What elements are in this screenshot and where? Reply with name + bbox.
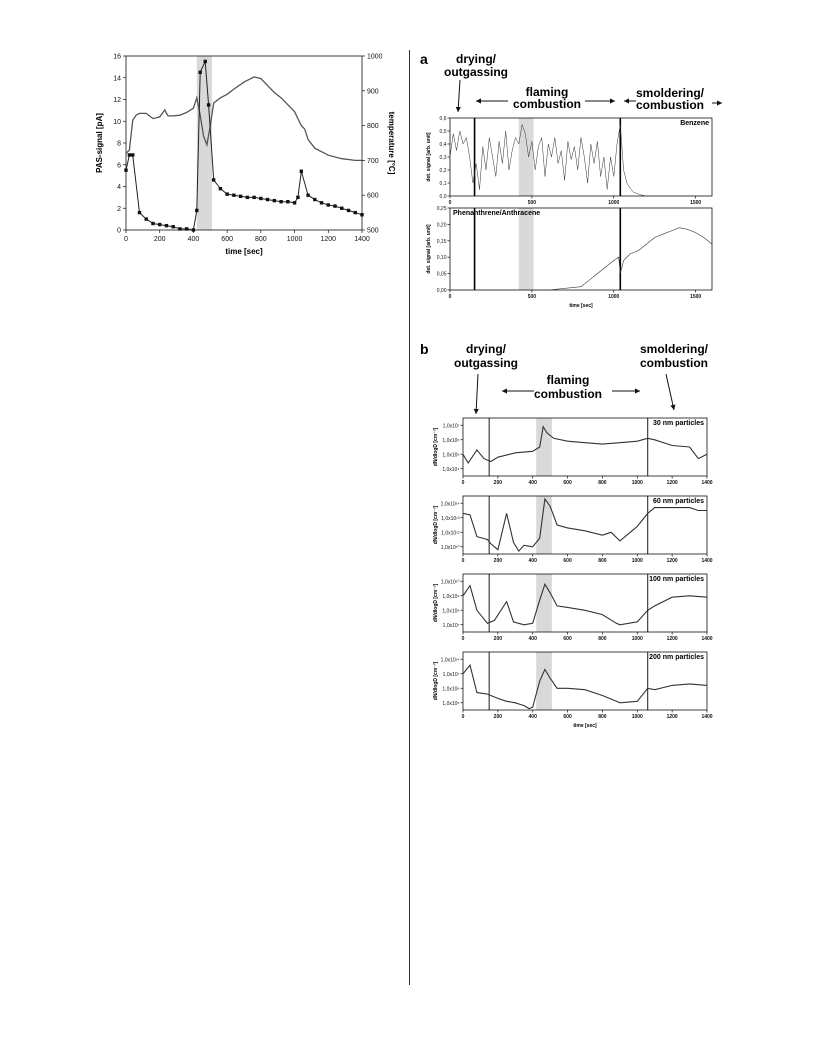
phase-flaming-label-1: flaming xyxy=(525,85,569,99)
p200-xtick-label: 1200 xyxy=(666,714,678,720)
p100-ytick-label: 1,0x10¹⁰ xyxy=(440,579,460,586)
benzene-xtick-label: 1500 xyxy=(690,200,702,206)
pas-signal-marker xyxy=(266,198,269,201)
pah-xtick-label: 0 xyxy=(448,294,452,300)
benzene-plot-frame xyxy=(450,118,712,196)
pas-signal-marker xyxy=(313,198,316,201)
p200-flaming-shade xyxy=(536,652,552,710)
p200-xtick-label: 1000 xyxy=(631,714,643,720)
p60-y-axis-label: dN/dlogD [cm⁻³] xyxy=(433,505,439,545)
benzene-ytick-label: 0,1 xyxy=(439,181,447,187)
p200-xtick-label: 1400 xyxy=(701,714,713,720)
pas-xtick-label: 0 xyxy=(124,236,128,243)
phase-drying-label-1: drying/ xyxy=(455,52,497,66)
p100-y-axis-label: dN/dlogD [cm⁻³] xyxy=(433,583,439,623)
pas-xtick-label: 600 xyxy=(221,236,233,243)
flaming-arrow-right-head xyxy=(635,388,640,393)
p60-xtick-label: 1400 xyxy=(701,558,713,564)
p30-title: 30 nm particles xyxy=(653,420,704,427)
p200-xtick-label: 0 xyxy=(461,714,465,720)
p200-title: 200 nm particles xyxy=(649,654,704,661)
p100-xtick-label: 1200 xyxy=(666,636,678,642)
pas-temperature-chart xyxy=(90,48,396,264)
p30-ytick-label: 1,0x10⁴ xyxy=(442,466,460,473)
pas-x-axis-label: time [sec] xyxy=(225,247,263,256)
phase-flaming-label-2: combustion xyxy=(513,97,581,111)
phase-flaming-label-2: combustion xyxy=(534,387,602,401)
pas-temperature-line xyxy=(126,77,362,160)
p60-xtick-label: 1200 xyxy=(666,558,678,564)
p30-ytick-label: 1,0x10⁵ xyxy=(442,452,460,459)
pas-ytick-label: 16 xyxy=(113,53,121,61)
p60-xtick-label: 200 xyxy=(493,558,503,564)
p30-xtick-label: 1200 xyxy=(666,480,678,486)
pas-xtick-label: 400 xyxy=(187,236,200,243)
flaming-arrow-left-head xyxy=(476,98,481,103)
pah-xtick-label: 1500 xyxy=(690,294,702,300)
p100-xtick-label: 600 xyxy=(563,636,572,642)
pas-signal-marker xyxy=(296,196,299,199)
pas-signal-marker xyxy=(354,211,357,214)
pas-signal-marker xyxy=(151,222,154,225)
p60-xtick-label: 600 xyxy=(563,558,572,564)
pas-signal-marker xyxy=(172,225,175,228)
pas-ytick-label: 8 xyxy=(117,140,121,148)
p200-ytick-label: 1,0x10¹⁴ xyxy=(440,657,460,664)
p200-x-axis-label: time [sec] xyxy=(573,723,597,729)
p30-ytick-label: 1,0x10⁷ xyxy=(442,423,460,430)
benzene-ytick-label: 0,3 xyxy=(439,155,447,161)
pas-signal-marker xyxy=(360,213,363,216)
p100-xtick-label: 1000 xyxy=(631,636,643,642)
benzene-title: Benzene xyxy=(680,120,709,127)
pah-ytick-label: 0,00 xyxy=(436,288,447,294)
p200-xtick-label: 600 xyxy=(563,714,572,720)
pas-xtick-label: 1400 xyxy=(354,236,370,243)
pas-flaming-shade xyxy=(197,56,212,230)
pah-ytick-label: 0,10 xyxy=(436,255,447,262)
panel-a xyxy=(412,48,722,330)
pas-signal-marker xyxy=(293,201,296,204)
pas-signal-marker xyxy=(158,223,161,226)
phase-smoldering-label-1: smoldering/ xyxy=(639,342,709,356)
pas-ytick-label: 12 xyxy=(113,97,121,104)
pas-signal-marker xyxy=(225,192,228,195)
pas-signal-marker xyxy=(207,103,210,106)
pas-y2-axis-label: temperature [°C] xyxy=(387,111,396,175)
p100-xtick-label: 0 xyxy=(461,636,465,642)
pas-y2tick-label: 900 xyxy=(367,88,379,96)
pas-y2tick-label: 800 xyxy=(367,123,379,131)
p30-xtick-label: 600 xyxy=(563,480,572,486)
p30-ytick-label: 1,0x10⁶ xyxy=(442,437,460,444)
pas-signal-marker xyxy=(128,153,131,156)
phase-drying-label-1: drying/ xyxy=(465,342,507,356)
pas-signal-marker xyxy=(185,227,188,230)
pas-signal-marker xyxy=(198,71,201,74)
p200-xtick-label: 400 xyxy=(528,714,537,720)
p200-series-line xyxy=(463,665,707,709)
p30-xtick-label: 400 xyxy=(528,480,537,486)
pas-signal-marker xyxy=(320,201,323,204)
pas-y2tick-label: 1000 xyxy=(367,53,383,61)
pas-signal-marker xyxy=(195,209,198,212)
drying-arrow-shaft xyxy=(476,374,478,414)
p60-ytick-label: 1,0x10¹² xyxy=(441,530,460,537)
benzene-ytick-label: 0,6 xyxy=(439,116,447,122)
p100-title: 100 nm particles xyxy=(649,576,704,583)
p200-y-axis-label: dN/dlogD [cm⁻³] xyxy=(433,661,439,701)
pas-ytick-label: 10 xyxy=(113,118,121,126)
pas-y2tick-label: 500 xyxy=(367,227,379,235)
phase-smoldering-label-1: smoldering/ xyxy=(635,86,705,100)
pah-x-axis-label: time [sec] xyxy=(569,303,593,309)
p100-ytick-label: 1,0x10⁹ xyxy=(442,593,460,600)
pah-series-line xyxy=(450,228,712,290)
pas-signal-marker xyxy=(165,224,168,227)
p100-xtick-label: 200 xyxy=(493,636,503,642)
pah-ytick-label: 0,20 xyxy=(436,222,447,229)
pas-signal-marker xyxy=(252,196,255,199)
panel-b xyxy=(412,338,722,738)
p200-ytick-label: 1,0x10⁵ xyxy=(442,700,460,707)
p200-ytick-label: 1,0x10⁶ xyxy=(442,686,460,693)
pas-xtick-label: 1000 xyxy=(286,236,303,243)
pas-ytick-label: 4 xyxy=(117,184,121,191)
pas-signal-marker xyxy=(239,195,242,198)
p60-ytick-label: 1,0x10¹⁴ xyxy=(440,501,460,508)
p30-xtick-label: 1000 xyxy=(631,480,643,486)
p30-xtick-label: 1400 xyxy=(701,480,713,486)
pas-signal-marker xyxy=(232,194,235,197)
benzene-ytick-label: 0,4 xyxy=(439,142,447,148)
pas-signal-marker xyxy=(192,228,195,231)
pas-signal-marker xyxy=(246,196,249,199)
pas-ytick-label: 0 xyxy=(117,227,121,235)
p60-xtick-label: 0 xyxy=(461,558,465,564)
pas-signal-marker xyxy=(212,178,215,181)
pah-ytick-label: 0,15 xyxy=(436,238,447,245)
pah-ytick-label: 0,05 xyxy=(436,271,447,278)
phase-drying-label-2: outgassing xyxy=(453,356,519,370)
benzene-ytick-label: 0,5 xyxy=(439,129,447,135)
panel-b-letter: b xyxy=(420,341,429,357)
benzene-xtick-label: 1000 xyxy=(608,200,620,206)
p100-series-line xyxy=(463,584,707,625)
smoldering-arrow-right-head xyxy=(717,100,722,105)
pas-ytick-label: 6 xyxy=(117,162,121,170)
benzene-ytick-label: 0,2 xyxy=(439,168,447,174)
pas-y-axis-label: PAS-signal [pA] xyxy=(95,113,104,173)
p60-xtick-label: 400 xyxy=(528,558,537,564)
pas-y2tick-label: 600 xyxy=(367,192,379,200)
pah-ytick-label: 0,25 xyxy=(436,206,447,212)
pas-signal-marker xyxy=(347,209,350,212)
pas-signal-marker xyxy=(138,211,141,214)
pas-ytick-label: 14 xyxy=(113,75,121,83)
phase-smoldering-label-2: combustion xyxy=(636,98,704,112)
p200-xtick-label: 800 xyxy=(598,714,607,720)
smoldering-arrow-head xyxy=(670,405,675,410)
p100-ytick-label: 1,0x10⁸ xyxy=(442,608,460,615)
benzene-xtick-label: 500 xyxy=(527,200,537,206)
pas-ytick-label: 2 xyxy=(117,205,121,213)
pas-signal-marker xyxy=(259,197,262,200)
pah-y-axis-label: det. signal [arb. unit] xyxy=(426,224,432,274)
phase-drying-label-2: outgassing xyxy=(443,65,509,79)
column-divider xyxy=(409,50,410,985)
p60-series-line xyxy=(463,499,707,551)
pas-signal-marker xyxy=(178,227,181,230)
p60-ytick-label: 1,0x10¹⁰ xyxy=(440,544,460,551)
smoldering-arrow-shaft xyxy=(666,374,674,410)
smoldering-arrow-left-head xyxy=(624,98,629,103)
p30-flaming-shade xyxy=(536,418,552,476)
p100-xtick-label: 1400 xyxy=(701,636,713,642)
drying-arrow-head xyxy=(456,107,461,112)
pas-signal-marker xyxy=(273,199,276,202)
p30-xtick-label: 200 xyxy=(493,480,503,486)
pah-xtick-label: 1000 xyxy=(608,294,620,300)
pas-signal-marker xyxy=(340,207,343,210)
p200-xtick-label: 200 xyxy=(493,714,503,720)
p60-title: 60 nm particles xyxy=(653,498,704,505)
phase-flaming-label-1: flaming xyxy=(546,373,590,387)
panel-a-letter: a xyxy=(420,51,428,67)
pas-signal-marker xyxy=(131,153,134,156)
drying-arrow-head xyxy=(474,409,479,414)
benzene-series-line xyxy=(450,125,712,197)
p30-xtick-label: 800 xyxy=(598,480,607,486)
pas-xtick-label: 200 xyxy=(153,236,166,243)
p60-xtick-label: 800 xyxy=(598,558,607,564)
pas-signal-marker xyxy=(279,200,282,203)
pah-xtick-label: 500 xyxy=(527,294,537,300)
p60-ytick-label: 1,0x10¹³ xyxy=(441,515,460,522)
p100-ytick-label: 1,0x10⁷ xyxy=(442,622,460,629)
benzene-ytick-label: 0,0 xyxy=(439,194,447,200)
pah-title: Phenanthrene/Anthracene xyxy=(453,210,541,217)
pas-signal-marker xyxy=(306,194,309,197)
p30-xtick-label: 0 xyxy=(461,480,465,486)
pah-flaming-shade xyxy=(519,208,534,290)
pas-signal-marker xyxy=(300,170,303,173)
pas-signal-marker xyxy=(124,168,127,171)
benzene-y-axis-label: det. signal [arb. unit] xyxy=(426,132,432,182)
benzene-xtick-label: 0 xyxy=(448,200,452,206)
pas-xtick-label: 800 xyxy=(255,236,267,243)
pas-xtick-label: 1200 xyxy=(320,236,337,243)
p100-xtick-label: 400 xyxy=(528,636,537,642)
pas-signal-marker xyxy=(333,204,336,207)
pas-y2tick-label: 700 xyxy=(367,157,379,165)
p100-xtick-label: 800 xyxy=(598,636,607,642)
pas-signal-marker xyxy=(286,200,289,203)
pas-signal-marker xyxy=(204,60,207,63)
p30-y-axis-label: dN/dlogD [cm⁻³] xyxy=(433,427,439,467)
pah-plot-frame xyxy=(450,208,712,290)
pas-signal-marker xyxy=(145,217,148,220)
pas-signal-marker xyxy=(219,187,222,190)
p60-xtick-label: 1000 xyxy=(631,558,643,564)
flaming-arrow-right-head xyxy=(610,98,615,103)
flaming-arrow-left-head xyxy=(502,388,507,393)
pas-signal-marker xyxy=(327,203,330,206)
phase-smoldering-label-2: combustion xyxy=(640,356,708,370)
p30-series-line xyxy=(463,427,707,463)
p200-ytick-label: 1,0x10⁷ xyxy=(442,671,460,678)
